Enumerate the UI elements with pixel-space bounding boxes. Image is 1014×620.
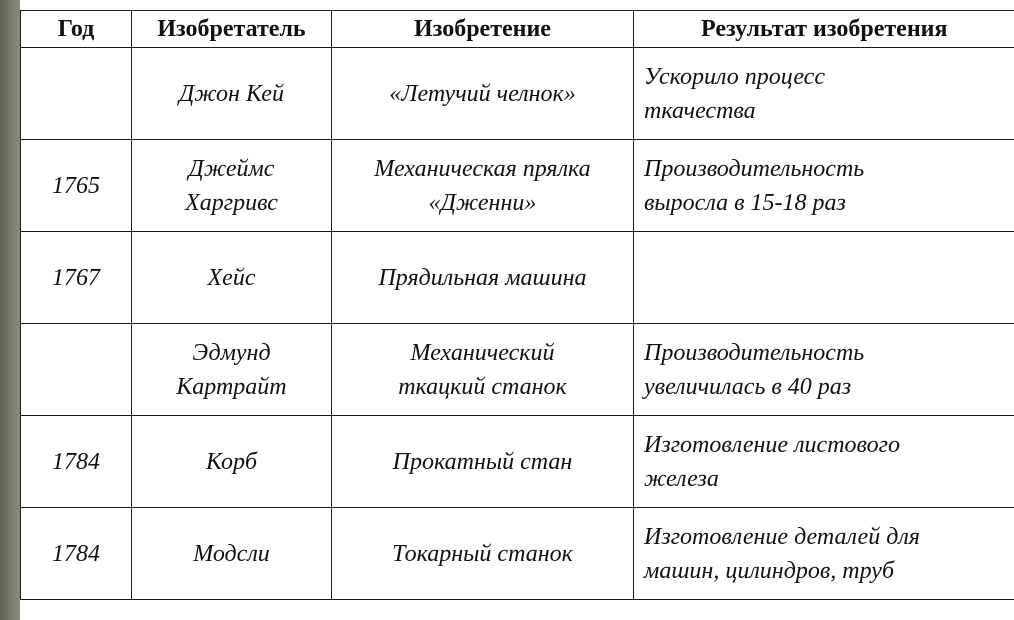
cell-invention <box>332 324 634 416</box>
cell-inventor <box>132 140 332 232</box>
cell-inventor <box>132 416 332 508</box>
table-row <box>21 416 1014 508</box>
table-row <box>21 140 1014 232</box>
table-row <box>21 232 1014 324</box>
cell-result <box>634 232 1014 324</box>
table-header-row <box>21 11 1014 48</box>
cell-invention <box>332 508 634 600</box>
cell-line: Изготовление листового <box>644 431 900 458</box>
cell-line: «Летучий челнок» <box>389 80 576 107</box>
cell-result <box>634 48 1014 140</box>
cell-line: железа <box>644 465 719 492</box>
cell-line: Модсли <box>193 540 270 567</box>
cell-line: Картрайт <box>176 373 287 400</box>
cell-line: увеличилась в 40 раз <box>644 373 852 400</box>
cell-line: Изготовление деталей для <box>644 523 920 550</box>
header-invention: Изобретение <box>332 11 634 48</box>
cell-line: Эдмунд <box>192 339 271 366</box>
table-row <box>21 324 1014 416</box>
cell-year: 1765 <box>21 140 132 232</box>
cell-line: Прядильная машина <box>378 264 587 291</box>
table-row <box>21 508 1014 600</box>
cell-line: Механический <box>410 339 555 366</box>
cell-line: выросла в 15-18 раз <box>644 189 846 216</box>
table-row <box>21 48 1014 140</box>
cell-inventor <box>132 48 332 140</box>
cell-year <box>21 48 132 140</box>
cell-invention <box>332 48 634 140</box>
cell-line: Производительность <box>644 339 865 366</box>
cell-inventor <box>132 508 332 600</box>
cell-line: Джон Кей <box>179 80 284 107</box>
cell-line: Механическая прялка <box>374 155 591 182</box>
header-inventor: Изобретатель <box>132 11 332 48</box>
cell-line: Прокатный стан <box>392 448 573 475</box>
header-result: Результат изобретения <box>634 11 1014 48</box>
cell-invention <box>332 232 634 324</box>
cell-year <box>21 324 132 416</box>
page-edge-shadow <box>0 0 20 620</box>
cell-result <box>634 508 1014 600</box>
inventions-table <box>20 10 1014 600</box>
cell-line: Джеймс <box>188 155 275 182</box>
cell-inventor <box>132 232 332 324</box>
cell-result <box>634 416 1014 508</box>
cell-line: Харгривс <box>185 189 278 216</box>
cell-line: машин, цилиндров, труб <box>644 557 895 584</box>
header-year: Год <box>21 11 132 48</box>
cell-inventor <box>132 324 332 416</box>
cell-line: Хейс <box>207 264 256 291</box>
cell-line: Производительность <box>644 155 865 182</box>
cell-line: Ускорило процесс <box>644 63 825 90</box>
cell-result <box>634 324 1014 416</box>
cell-year: 1784 <box>21 416 132 508</box>
cell-invention <box>332 140 634 232</box>
cell-line: Токарный станок <box>392 540 573 567</box>
cell-line: ткацкий станок <box>398 373 567 400</box>
document-page <box>20 0 1014 620</box>
cell-line: ткачества <box>644 97 756 124</box>
cell-line: «Дженни» <box>428 189 537 216</box>
cell-invention <box>332 416 634 508</box>
cell-result <box>634 140 1014 232</box>
cell-year: 1784 <box>21 508 132 600</box>
cell-year: 1767 <box>21 232 132 324</box>
cell-line: Корб <box>205 448 258 475</box>
